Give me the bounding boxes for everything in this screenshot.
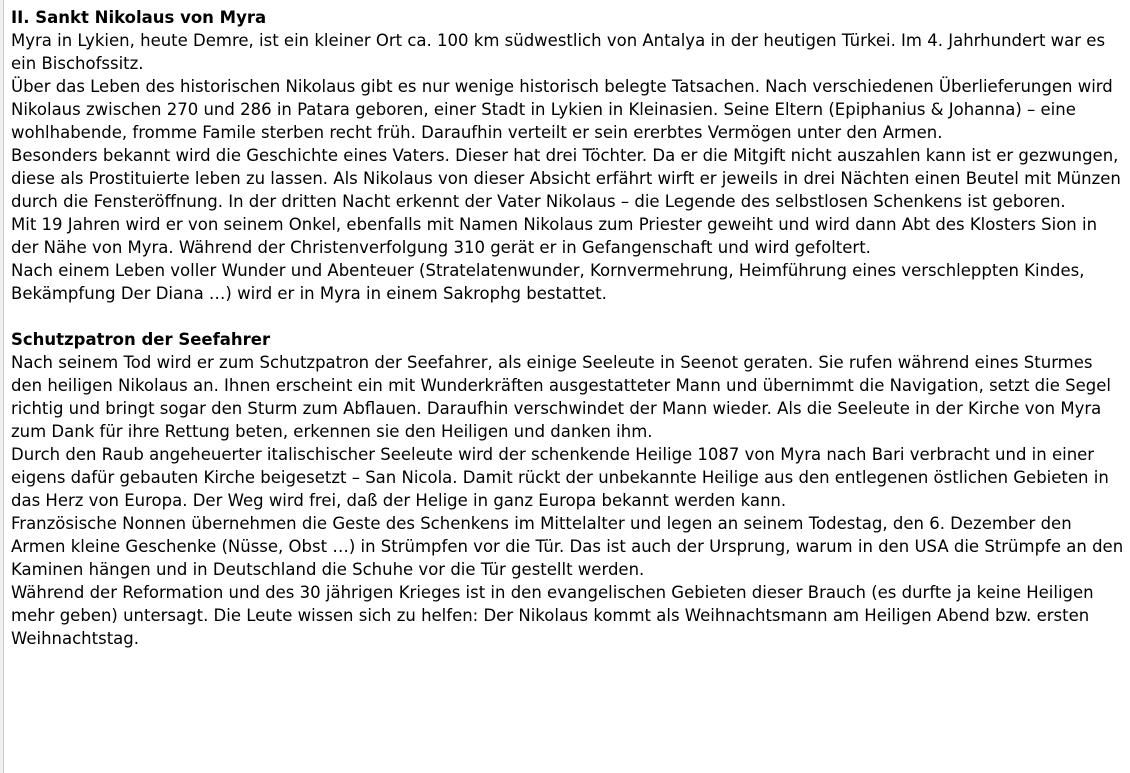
paragraph: Während der Reformation und des 30 jährigen Krieges ist in den evangelischen Gebieten dieser Brauch (es durfte ja keine Heiligen mehr geben) untersagt. Die Leute wissen sich zu helfen: Der Nikolaus kommt als Weihnachtsmann am Heiligen Abend bzw. ersten Weihnachtstag.	[11, 583, 1094, 648]
paragraph: Besonders bekannt wird die Geschichte eines Vaters. Dieser hat drei Töchter. Da er die Mitgift nicht auszahlen kann ist er gezwungen, diese als Prostituierte leben zu lassen. Als Nikolaus von dieser Absicht erfährt wirft er jeweils in drei Nächten einen Beutel mit Münzen durch die Fensteröffnung. In der dritten Nacht erkennt der Vater Nikolaus – die Legende des selbstlosen Schenkens ist geboren.	[11, 146, 1121, 211]
section-schutzpatron	[11, 328, 1124, 650]
content-panel	[3, 0, 1130, 773]
paragraph: Nach einem Leben voller Wunder und Abenteuer (Stratelatenwunder, Kornvermehrung, Heimführung eines verschleppten Kindes, Bekämpfung Der Diana …) wird er in Myra in einem Sakrophg bestattet.	[11, 261, 1085, 303]
section-heading: II. Sankt Nikolaus von Myra	[11, 8, 267, 27]
section-spacer	[11, 305, 1124, 328]
paragraph: Durch den Raub angeheuerter italischischer Seeleute wird der schenkende Heilige 1087 von Myra nach Bari verbracht und in einer eigens dafür gebauten Kirche beigesetzt – San Nicola. Damit rückt der unbekannte Heilige aus den entlegenen östlichen Gebieten in das Herz von Europa. Der Weg wird frei, daß der Helige in ganz Europa bekannt werden kann.	[11, 445, 1109, 510]
paragraph: Myra in Lykien, heute Demre, ist ein kleiner Ort ca. 100 km südwestlich von Antalya in der heutigen Türkei. Im 4. Jahrhundert war es ein Bischofssitz.	[11, 31, 1106, 73]
paragraph: Mit 19 Jahren wird er von seinem Onkel, ebenfalls mit Namen Nikolaus zum Priester geweiht und wird dann Abt des Klosters Sion in der Nähe von Myra. Während der Christenverfolgung 310 gerät er in Gefangenschaft und wird gefoltert.	[11, 215, 1098, 257]
section-sankt-nikolaus	[11, 6, 1124, 305]
paragraph: Nach seinem Tod wird er zum Schutzpatron der Seefahrer, als einige Seeleute in Seenot geraten. Sie rufen während eines Sturmes den heiligen Nikolaus an. Ihnen erscheint ein mit Wunderkräften ausgestatteter Mann und übernimmt die Navigation, setzt die Segel richtig und bringt sogar den Sturm zum Abflauen. Daraufhin verschwindet der Mann wieder. Als die Seeleute in der Kirche von Myra zum Dank für ihre Rettung beten, erkennen sie den Heiligen und danken ihm.	[11, 353, 1111, 441]
paragraph: Französische Nonnen übernehmen die Geste des Schenkens im Mittelalter und legen an seinem Todestag, den 6. Dezember den Armen kleine Geschenke (Nüsse, Obst …) in Strümpfen vor die Tür. Das ist auch der Ursprung, warum in den USA die Strümpfe an den Kaminen hängen und in Deutschland die Schuhe vor die Tür gestellt werden.	[11, 514, 1124, 579]
section-heading: Schutzpatron der Seefahrer	[11, 330, 271, 349]
paragraph: Über das Leben des historischen Nikolaus gibt es nur wenige historisch belegte Tatsachen. Nach verschiedenen Überlieferungen wird Nikolaus zwischen 270 und 286 in Patara geboren, einer Stadt in Lykien in Kleinasien. Seine Eltern (Epiphanius & Johanna) – eine wohlhabende, fromme Famile sterben recht früh. Daraufhin verteilt er sein ererbtes Vermögen unter den Armen.	[11, 77, 1113, 142]
